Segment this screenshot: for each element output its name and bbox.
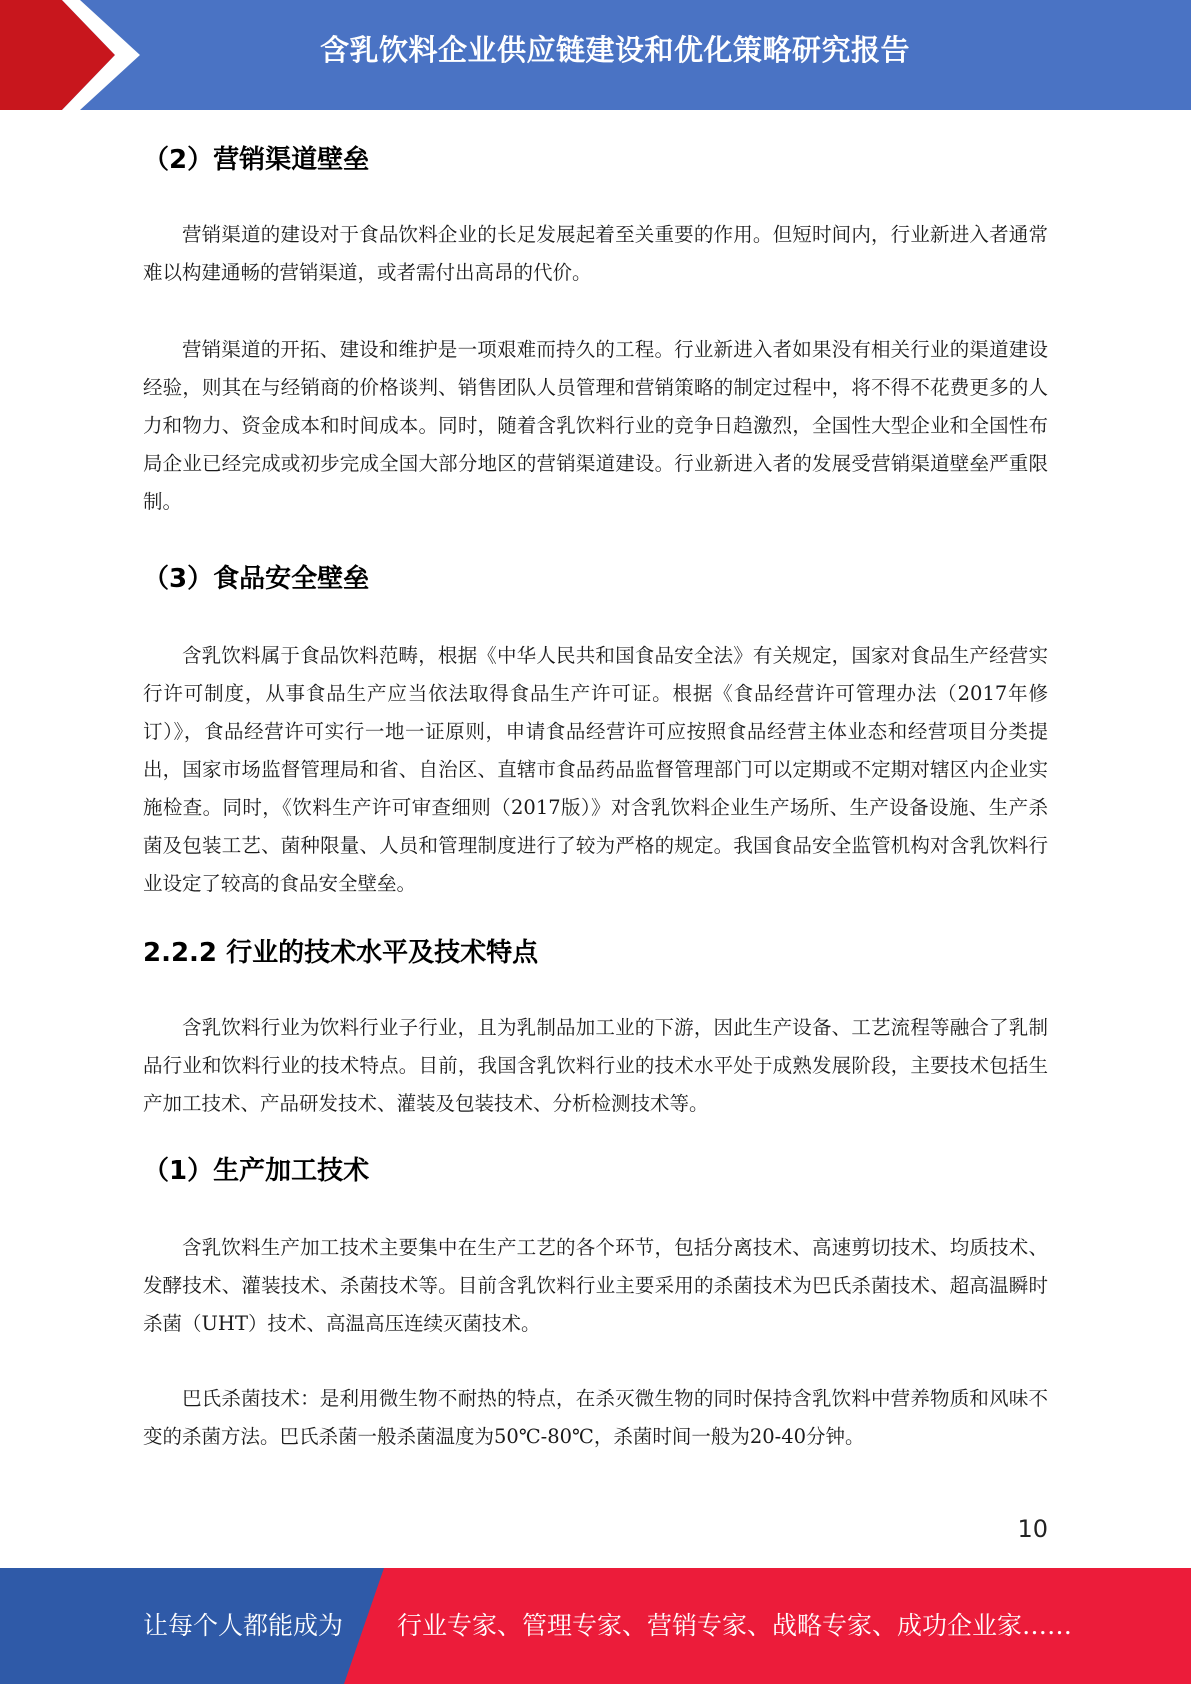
heading-production-technology: （1）生产加工技术 [143, 1156, 370, 1186]
paragraph-production-2: 巴氏杀菌技术：是利用微生物不耐热的特点，在杀灭微生物的同时保持含乳饮料中营养物质和风味不变的杀菌方法。巴氏杀菌一般杀菌温度为50℃-80℃，杀菌时间一般为20-40分钟。 [143, 1387, 1048, 1448]
heading-industry-technology: 2.2.2 行业的技术水平及技术特点 [143, 938, 539, 968]
paragraph-industry-technology: 含乳饮料行业为饮料行业子行业，且为乳制品加工业的下游，因此生产设备、工艺流程等融合了乳制品行业和饮料行业的技术特点。目前，我国含乳饮料行业的技术水平处于成熟发展阶段，主要技术包括生产加工技术、产品研发技术、灌装及包装技术、分析检测技术等。 [143, 1016, 1048, 1115]
document-body [143, 118, 1048, 1456]
header-arrow-decoration [0, 0, 160, 110]
paragraph-production-1: 含乳饮料生产加工技术主要集中在生产工艺的各个环节，包括分离技术、高速剪切技术、均质技术、发酵技术、灌装技术、杀菌技术等。目前含乳饮料行业主要采用的杀菌技术为巴氏杀菌技术、超高温瞬时杀菌（UHT）技术、高温高压连续灭菌技术。 [143, 1236, 1048, 1335]
paragraph-marketing-1: 营销渠道的建设对于食品饮料企业的长足发展起着至关重要的作用。但短时间内，行业新进入者通常难以构建通畅的营销渠道，或者需付出高昂的代价。 [143, 223, 1048, 284]
heading-marketing-channel-barrier: （2）营销渠道壁垒 [143, 145, 370, 175]
heading-food-safety-barrier: （3）食品安全壁垒 [143, 564, 370, 594]
report-title: 含乳饮料企业供应链建设和优化策略研究报告 [319, 33, 910, 67]
page-number: 10 [1017, 1515, 1048, 1543]
page-header [0, 0, 1191, 110]
paragraph-food-safety: 含乳饮料属于食品饮料范畴，根据《中华人民共和国食品安全法》有关规定，国家对食品生产经营实行许可制度，从事食品生产应当依法取得食品生产许可证。根据《食品经营许可管理办法（2017年修订）》，食品经营许可实行一地一证原则，申请食品经营许可应按照食品经营主体业态和经营项目分类提出，国家市场监督管理局和省、自治区、直辖市食品药品监督管理部门可以定期或不定期对辖区内企业实施检查。同时，《饮料生产许可审查细则（2017版）》对含乳饮料企业生产场所、生产设备设施、生产杀菌及包装工艺、菌种限量、人员和管理制度进行了较为严格的规定。我国食品安全监管机构对含乳饮料行业设定了较高的食品安全壁垒。 [143, 644, 1048, 895]
page-footer [0, 1568, 1191, 1684]
footer-slogan-right: 行业专家、管理专家、营销专家、战略专家、成功企业家…… [397, 1611, 1073, 1640]
footer-slogan-left: 让每个人都能成为 [143, 1611, 344, 1640]
paragraph-marketing-2: 营销渠道的开拓、建设和维护是一项艰难而持久的工程。行业新进入者如果没有相关行业的渠道建设经验，则其在与经销商的价格谈判、销售团队人员管理和营销策略的制定过程中，将不得不花费更多的人力和物力、资金成本和时间成本。同时，随着含乳饮料行业的竞争日趋激烈，全国性大型企业和全国性布局企业已经完成或初步完成全国大部分地区的营销渠道建设。行业新进入者的发展受营销渠道壁垒严重限制。 [143, 338, 1048, 513]
